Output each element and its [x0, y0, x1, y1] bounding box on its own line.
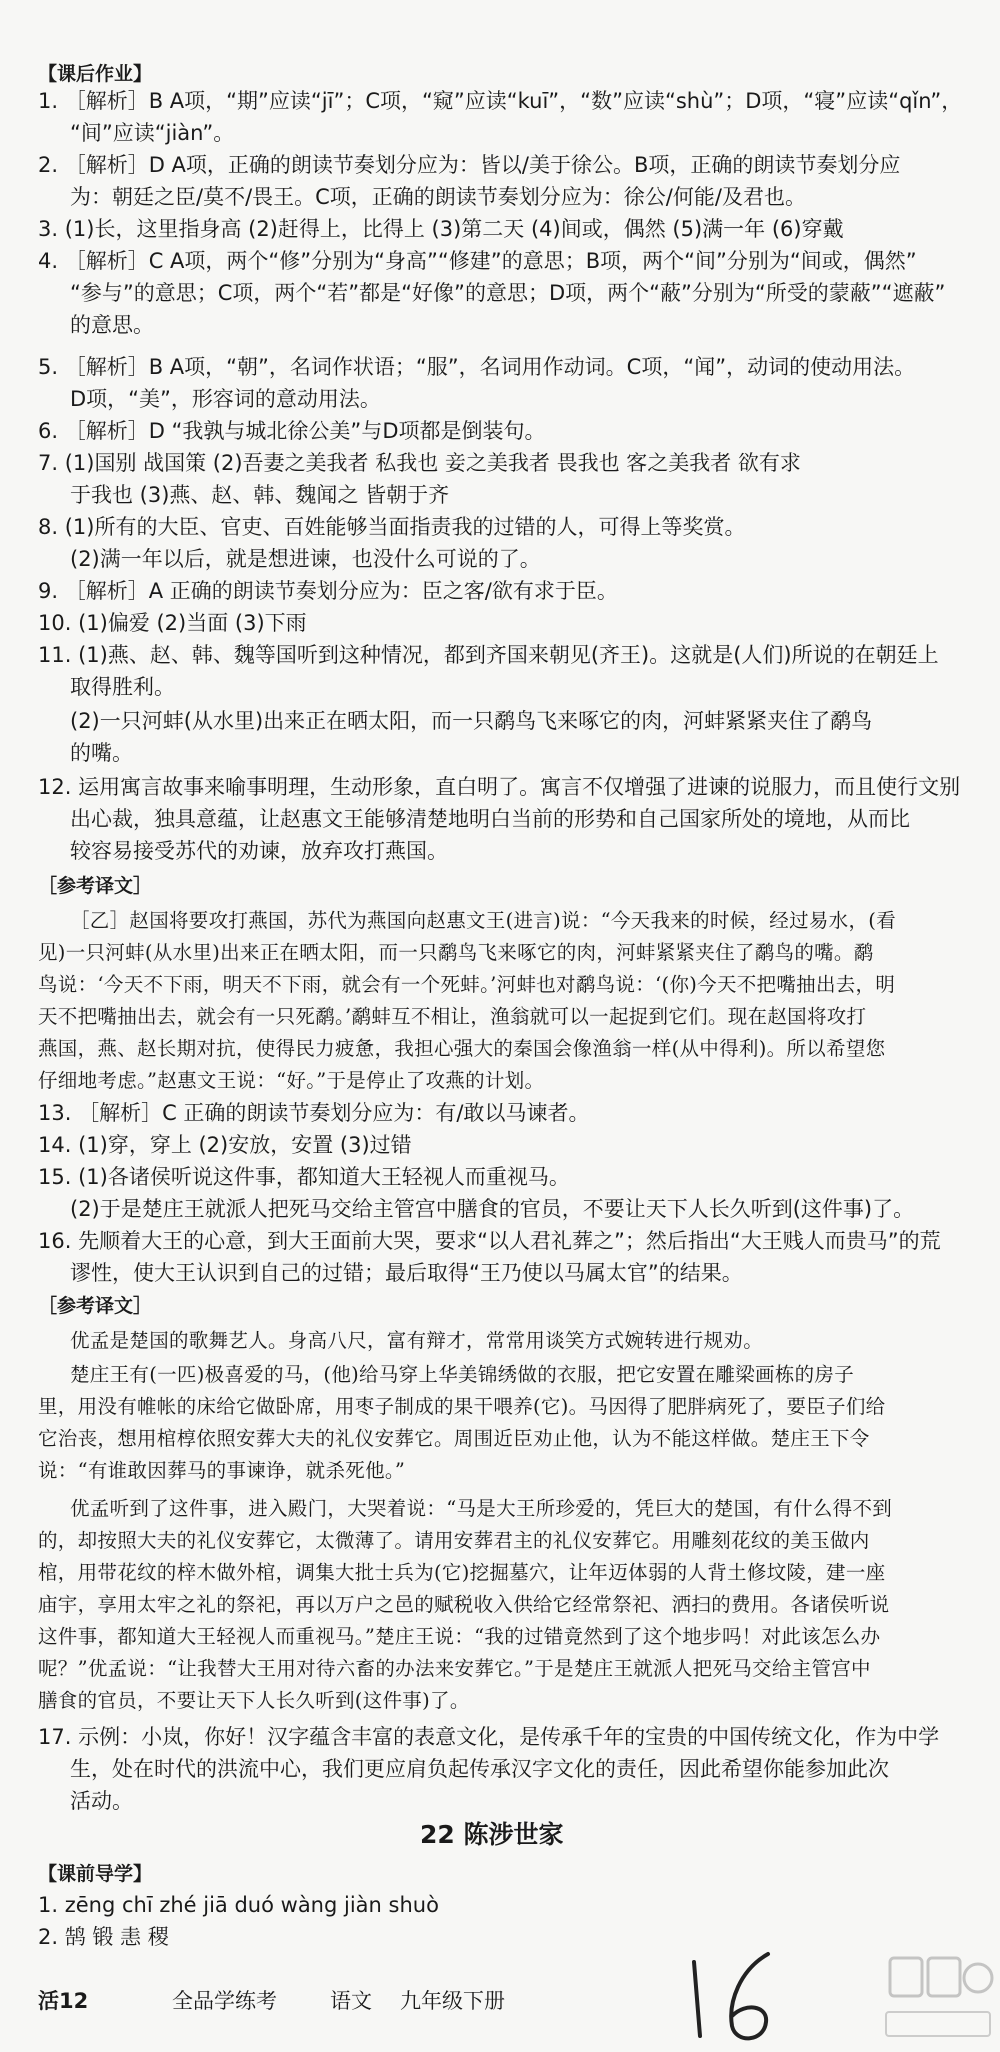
translation-line: 呢？”优孟说：“让我替大王用对待六畜的办法来安葬它。”于是楚庄王就派人把死马交给主管宫中 — [38, 1657, 871, 1680]
answer-line: 于我也 (3)燕、赵、韩、魏闻之 皆朝于齐 — [70, 483, 450, 507]
preview-line: 2. 鹄 锻 恚 稷 — [38, 1925, 169, 1949]
answer-line: 11. (1)燕、赵、韩、魏等国听到这种情况，都到齐国来朝见(齐王)。这就是(人们)所说的在朝廷上 — [38, 643, 939, 667]
translation-line: 见)一只河蚌(从水里)出来正在晒太阳，而一只鹬鸟飞来啄它的肉，河蚌紧紧夹住了鹬鸟的嘴。鹬 — [38, 941, 874, 964]
answer-line: 16. 先顺着大王的心意，到大王面前大哭，要求“以人君礼葬之”；然后指出“大王贱人而贵马”的荒 — [38, 1229, 941, 1253]
preview-line: 1. zēng chī zhé jiā duó wàng jiàn shuò — [38, 1893, 439, 1917]
answer-line: 8. (1)所有的大臣、官吏、百姓能够当面指责我的过错的人，可得上等奖赏。 — [38, 515, 746, 539]
answer-line: 6. ［解析］D “我孰与城北徐公美”与D项都是倒装句。 — [38, 419, 546, 443]
answer-line: 13. ［解析］C 正确的朗读节奏划分应为：有/敢以马谏者。 — [38, 1101, 590, 1125]
page-number: 活12 — [38, 1989, 89, 2013]
answer-line: (2)一只河蚌(从水里)出来正在晒太阳，而一只鹬鸟飞来啄它的肉，河蚌紧紧夹住了鹬鸟 — [70, 709, 873, 733]
footer-publisher: 全品学练考 — [172, 1989, 277, 2013]
answer-line: 9. ［解析］A 正确的朗读节奏划分应为：臣之客/欲有求于臣。 — [38, 579, 618, 603]
answer-line: 取得胜利。 — [70, 675, 175, 699]
answer-line: 15. (1)各诸侯听说这件事，都知道大王轻视人而重视马。 — [38, 1165, 570, 1189]
translation-line: 鸟说：‘今天不下雨，明天不下雨，就会有一个死蚌。’河蚌也对鹬鸟说：‘(你)今天不把嘴抽出去，明 — [38, 973, 896, 996]
translation-line: 燕国，燕、赵长期对抗，使得民力疲惫，我担心强大的秦国会像渔翁一样(从中得利)。所以希望您 — [38, 1037, 886, 1060]
answer-line: 谬性，使大王认识到自己的过错；最后取得“王乃使以马属太官”的结果。 — [70, 1261, 743, 1285]
translation-line: 说：“有谁敢因葬马的事谏诤，就杀死他。” — [38, 1459, 406, 1482]
answer-line: 为：朝廷之臣/莫不/畏王。C项，正确的朗读节奏划分应为：徐公/何能/及君也。 — [70, 185, 806, 209]
translation-line: 仔细地考虑。”赵惠文王说：“好。”于是停止了攻燕的计划。 — [38, 1069, 545, 1092]
handwritten-page-mark — [680, 1940, 790, 2050]
answer-line: (2)于是楚庄王就派人把死马交给主管宫中膳食的官员，不要让天下人长久听到(这件事)了。 — [70, 1197, 915, 1221]
footer-grade: 九年级下册 — [400, 1989, 505, 2013]
answer-line: 12. 运用寓言故事来喻事明理，生动形象，直白明了。寓言不仅增强了进谏的说服力，而且使行文别 — [38, 775, 961, 799]
translation-line: 它治丧，想用棺椁依照安葬大夫的礼仪安葬它。周围近臣劝止他，认为不能这样做。楚庄王下令 — [38, 1427, 870, 1450]
answer-line: 的意思。 — [70, 313, 154, 337]
answer-line: “参与”的意思；C项，两个“若”都是“好像”的意思；D项，两个“蔽”分别为“所受的蒙蔽”“遮蔽” — [70, 281, 946, 305]
translation-line: 的，却按照大夫的礼仪安葬它，太微薄了。请用安葬君主的礼仪安葬它。用雕刻花纹的美玉做内 — [38, 1529, 870, 1552]
translation-line: 天不把嘴抽出去，就会有一只死鹬。’鹬蚌互不相让，渔翁就可以一起捉到它们。现在赵国将攻打 — [38, 1005, 867, 1028]
answer-line: 7. (1)国别 战国策 (2)吾妻之美我者 私我也 妾之美我者 畏我也 客之美我者 欲有求 — [38, 451, 801, 475]
answer-line: 生，处在时代的洪流中心，我们更应肩负起传承汉字文化的责任，因此希望你能参加此次 — [70, 1757, 889, 1781]
answer-line: “间”应读“jiàn”。 — [70, 121, 235, 145]
watermark-logo — [880, 1950, 995, 2050]
translation-line: 里，用没有帷帐的床给它做卧席，用枣子制成的果干喂养(它)。马因得了肥胖病死了，要臣子们给 — [38, 1395, 886, 1418]
answer-line: 10. (1)偏爱 (2)当面 (3)下雨 — [38, 611, 307, 635]
answer-line: 14. (1)穿，穿上 (2)安放，安置 (3)过错 — [38, 1133, 412, 1157]
chapter-title: 22 陈涉世家 — [420, 1820, 564, 1849]
section-heading-preview: 【课前导学】 — [38, 1863, 153, 1885]
section-heading-homework: 【课后作业】 — [38, 63, 153, 85]
reference-translation-label: ［参考译文］ — [38, 1295, 153, 1317]
translation-line: 棺，用带花纹的梓木做外棺，调集大批士兵为(它)挖掘墓穴，让年迈体弱的人背土修坟陵，建一座 — [38, 1561, 886, 1584]
answer-line: 4. ［解析］C A项，两个“修”分别为“身高”“修建”的意思；B项，两个“间”分别为“间或，偶然” — [38, 249, 917, 273]
translation-line: 庙宇，享用太牢之礼的祭祀，再以万户之邑的赋税收入供给它经常祭祀、洒扫的费用。各诸侯听说 — [38, 1593, 890, 1616]
answer-line: 的嘴。 — [70, 741, 133, 765]
answer-line: 较容易接受苏代的劝谏，放弃攻打燕国。 — [70, 839, 448, 863]
answer-line: 活动。 — [70, 1789, 133, 1813]
translation-line: 膳食的官员，不要让天下人长久听到(这件事)了。 — [38, 1689, 470, 1712]
answer-line: (2)满一年以后，就是想进谏，也没什么可说的了。 — [70, 547, 541, 571]
answer-line: 17. 示例：小岚，你好！汉字蕴含丰富的表意文化，是传承千年的宝贵的中国传统文化，作为中学 — [38, 1725, 940, 1749]
answer-line: 出心裁，独具意蕴，让赵惠文王能够清楚地明白当前的形势和自己国家所处的境地，从而比 — [70, 807, 910, 831]
answer-line: D项，“美”，形容词的意动用法。 — [70, 387, 381, 411]
answer-line: 5. ［解析］B A项，“朝”，名词作状语；“服”，名词用作动词。C项，“闻”，动词的使动用法。 — [38, 355, 916, 379]
reference-translation-label: ［参考译文］ — [38, 875, 153, 897]
footer-subject: 语文 — [330, 1989, 372, 2013]
translation-line: 楚庄王有(一匹)极喜爱的马，(他)给马穿上华美锦绣做的衣服，把它安置在雕梁画栋的房子 — [70, 1363, 855, 1386]
answer-line: 1. ［解析］B A项，“期”应读“jī”；C项，“窥”应读“kuī”，“数”应读“shù”；D项，“寝”应读“qǐn”， — [38, 89, 963, 113]
translation-line: ［乙］赵国将要攻打燕国，苏代为燕国向赵惠文王(进言)说：“今天我来的时候，经过易水，(看 — [70, 909, 896, 932]
answer-line: 3. (1)长，这里指身高 (2)赶得上，比得上 (3)第二天 (4)间或，偶然 (5)满一年 (6)穿戴 — [38, 217, 844, 241]
translation-line: 优孟听到了这件事，进入殿门，大哭着说：“马是大王所珍爱的，凭巨大的楚国，有什么得不到 — [70, 1497, 893, 1520]
translation-line: 优孟是楚国的歌舞艺人。身高八尺，富有辩才，常常用谈笑方式婉转进行规劝。 — [70, 1329, 764, 1352]
answer-line: 2. ［解析］D A项，正确的朗读节奏划分应为：皆以/美于徐公。B项，正确的朗读节奏划分应 — [38, 153, 901, 177]
translation-line: 这件事，都知道大王轻视人而重视马。”楚庄王说：“我的过错竟然到了这个地步吗！对此该怎么办 — [38, 1625, 881, 1648]
